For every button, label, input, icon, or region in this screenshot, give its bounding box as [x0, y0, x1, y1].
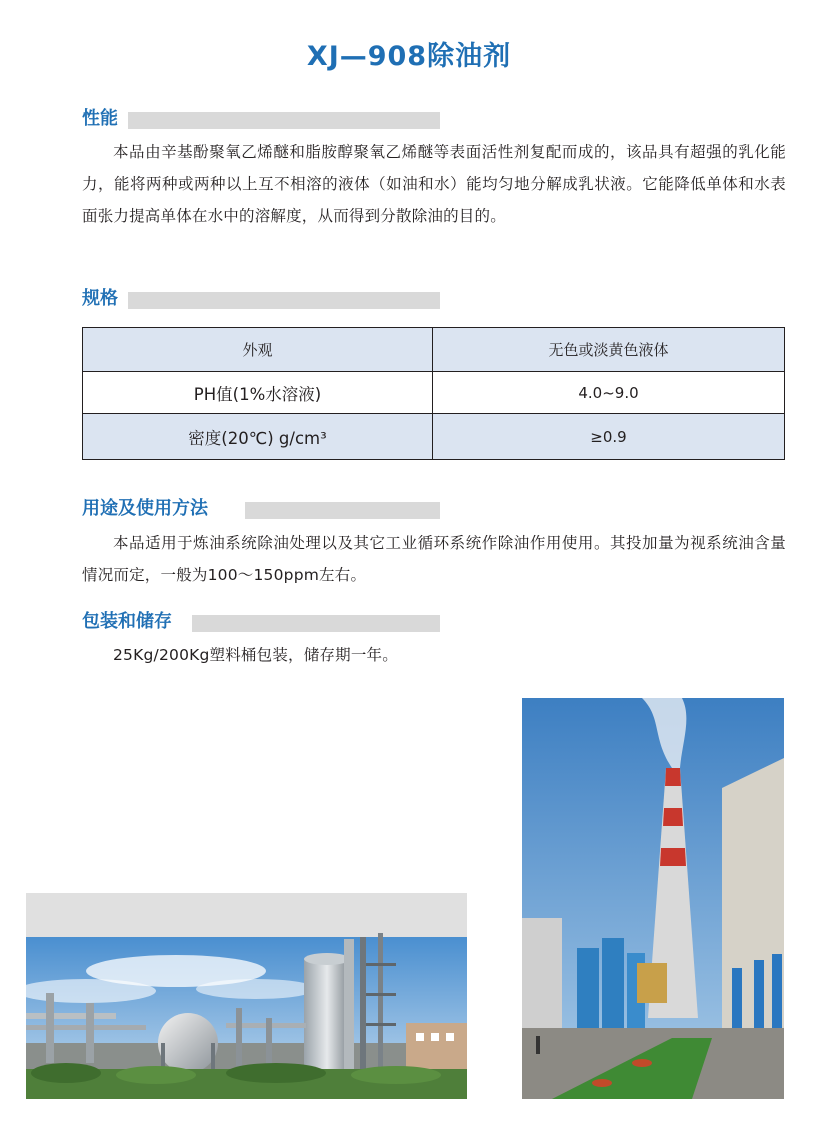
section-heading-spec — [82, 288, 440, 310]
spec-value: ≥0.9 — [433, 414, 785, 460]
heading-bar — [128, 292, 440, 309]
section-heading-packing — [82, 611, 440, 633]
spec-value: 4.0~9.0 — [433, 372, 785, 414]
section-label: 用途及使用方法 — [82, 498, 208, 519]
performance-text: 本品由辛基酚聚氧乙烯醚和脂胺醇聚氧乙烯醚等表面活性剂复配而成的，该品具有超强的乳化能力，能将两种或两种以上互不相溶的液体（如油和水）能均匀地分解成乳状液。它能降低单体和水表面张力提高单体在水中的溶解度，从而得到分散除油的目的。 — [82, 143, 786, 225]
heading-bar — [192, 615, 440, 632]
spec-value: 无色或淡黄色液体 — [433, 328, 785, 372]
section-label: 性能 — [82, 108, 118, 129]
usage-text: 本品适用于炼油系统除油处理以及其它工业循环系统作除油作用使用。其投加量为视系统油含量情况而定，一般为100～150ppm左右。 — [82, 534, 786, 584]
spec-table — [82, 327, 785, 460]
page-title: XJ—908除油剂 — [306, 41, 512, 72]
section-label: 包装和储存 — [82, 611, 172, 632]
packing-text: 25Kg/200Kg塑料桶包装，储存期一年。 — [113, 646, 398, 664]
spec-name: 外观 — [83, 328, 433, 372]
section-heading-usage — [82, 498, 440, 520]
table-row — [83, 414, 785, 460]
chimney-photo — [522, 698, 784, 1099]
plant-photo — [26, 893, 467, 1099]
spec-name: 密度(20℃) g/cm³ — [83, 414, 433, 460]
table-row — [83, 372, 785, 414]
spec-name: PH值(1%水溶液) — [83, 372, 433, 414]
table-row — [83, 328, 785, 372]
section-heading-performance — [82, 108, 440, 130]
section-label: 规格 — [82, 288, 118, 309]
heading-bar — [245, 502, 440, 519]
heading-bar — [128, 112, 440, 129]
